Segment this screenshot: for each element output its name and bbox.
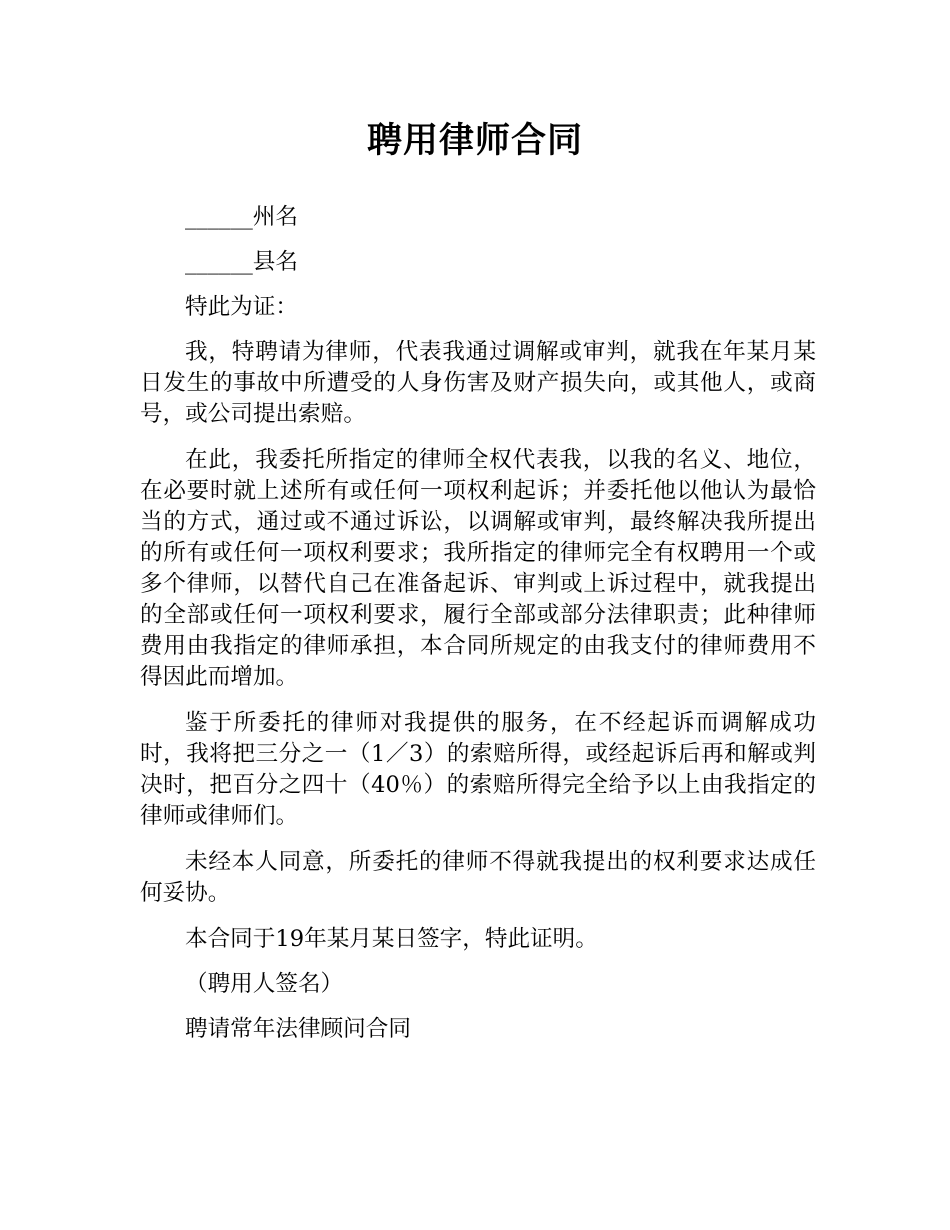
document-title: 聘用律师合同 [366, 121, 583, 161]
paragraph-consent: 未经本人同意，所委托的律师不得就我提出的权利要求达成任何妥协。 [140, 849, 816, 906]
witness-line: 特此为证： [185, 294, 298, 320]
paragraph-fees: 鉴于所委托的律师对我提供的服务，在不经起诉而调解成功时，我将把三分之一（1／3）的索赔所得，或经起诉后再和解或判决时，把百分之四十（40％）的索赔所得完全给予以上由我指定的律师或律师们。 [140, 710, 816, 829]
paragraph-engagement: 我，特聘请为律师，代表我通过调解或审判，就我在年某月某日发生的事故中所遭受的人身伤害及财产损失向，或其他人，或商号，或公司提出索赔。 [140, 339, 816, 427]
signing-date-line: 本合同于19年某月某日签字，特此证明。 [185, 926, 598, 952]
county-name-line: ______县名 [185, 249, 298, 275]
document-body [140, 202, 816, 1059]
state-name-line: ______州名 [185, 204, 298, 230]
signature-line: （聘用人签名） [185, 971, 344, 997]
paragraph-authorization: 在此，我委托所指定的律师全权代表我，以我的名义、地位，在必要时就上述所有或任何一项权利起诉；并委托他以他认为最恰当的方式，通过或不通过诉讼，以调解或审判，最终解决我所提出的所有或任何一项权利要求；我所指定的律师完全有权聘用一个或多个律师，以替代自己在准备起诉、审判或上诉过程中，就我提出的全部或任何一项权利要求，履行全部或部分法律职责；此种律师费用由我指定的律师承担，本合同所规定的由我支付的律师费用不得因此而增加。 [140, 447, 816, 690]
next-document-heading: 聘请常年法律顾问合同 [185, 1016, 411, 1042]
